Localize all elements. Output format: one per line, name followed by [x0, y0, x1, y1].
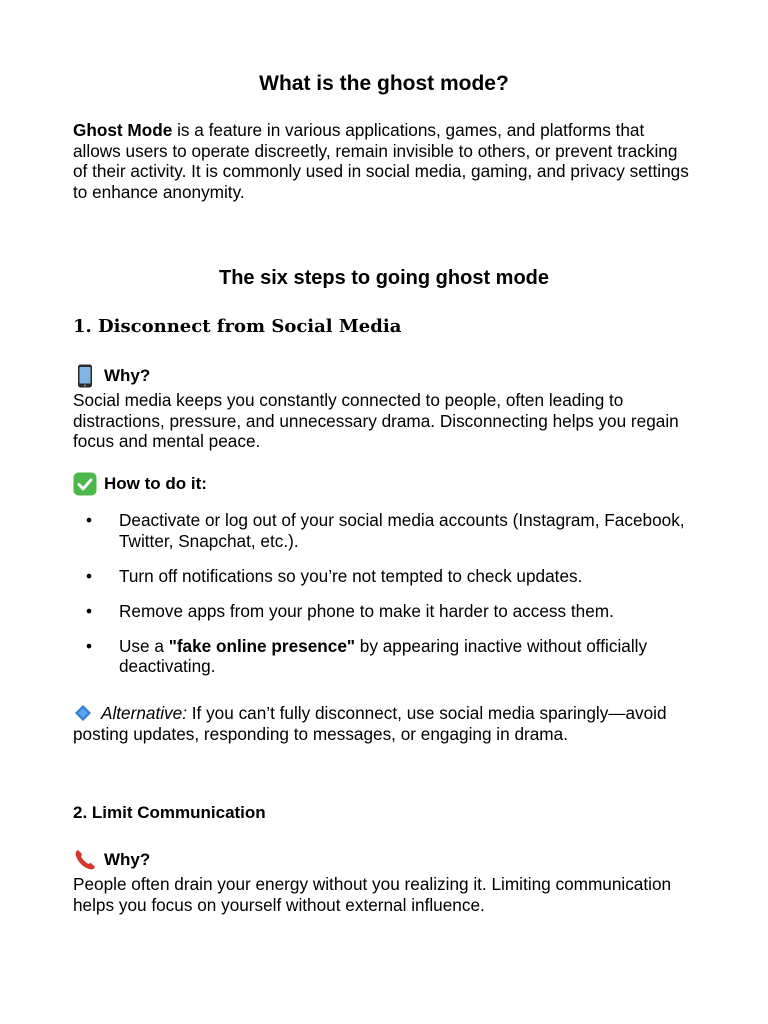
intro-text: is a feature in various applications, games, and platforms that allows users to operate discreetly, remain invisible to others, or prevent tracking of their activity. It is commonly used in social media, gaming, and privacy settings to enhance anonymity.: [73, 120, 689, 202]
alternative-label: Alternative:: [101, 703, 187, 723]
step1-how-label: How to do it:: [104, 474, 207, 493]
step1-alternative: [73, 703, 695, 744]
bullet-text: Turn off notifications so you’re not tempted to check updates.: [119, 565, 583, 586]
step1-why-label: Why?: [104, 366, 151, 385]
list-item: [73, 636, 695, 677]
mobile-phone-icon: [73, 364, 97, 388]
bullet-suffix: by appearing inactive without officially deactivating.: [119, 635, 648, 676]
bullet-marker: •: [86, 600, 93, 621]
step2-why-text: People often drain your energy without you realizing it. Limiting communication helps you focus on yourself without external influence.: [73, 874, 672, 915]
telephone-icon: [73, 848, 97, 872]
step2-why-label: Why?: [104, 850, 151, 869]
blue-diamond-icon: [73, 704, 93, 722]
intro-paragraph: [73, 120, 695, 202]
bullet-marker: •: [86, 565, 93, 586]
list-item: [73, 601, 695, 622]
list-item: [73, 566, 695, 587]
step1-title: 1. Disconnect from Social Media: [73, 316, 402, 337]
alternative-text: If you can’t fully disconnect, use social media sparingly—avoid posting updates, responding to messages, or engaging in drama.: [73, 703, 667, 744]
step1-why-heading: [73, 364, 150, 388]
list-item: [73, 510, 695, 551]
section-title: The six steps to going ghost mode: [218, 267, 550, 289]
step2-title: 2. Limit Communication: [73, 803, 266, 822]
step1-why-text: Social media keeps you constantly connected to people, often leading to distractions, pressure, and unnecessary drama. Disconnecting helps you regain focus and mental peace.: [73, 390, 679, 451]
bullet-marker: •: [86, 635, 93, 656]
step2-why-heading: [73, 848, 150, 872]
check-mark-icon: [73, 472, 97, 496]
bullet-bold-text: "fake online presence": [168, 635, 356, 656]
step1-how-heading: [73, 472, 207, 496]
bullet-text: Deactivate or log out of your social media accounts (Instagram, Facebook, Twitter, Snapchat, etc.).: [119, 510, 685, 551]
bullet-marker: •: [86, 510, 93, 530]
step1-bullet-list: [73, 510, 695, 691]
bullet-text: Remove apps from your phone to make it harder to access them.: [119, 600, 614, 621]
intro-term: Ghost Mode: [73, 120, 173, 140]
page-title: What is the ghost mode?: [259, 72, 509, 95]
bullet-prefix: Use a: [119, 635, 169, 656]
